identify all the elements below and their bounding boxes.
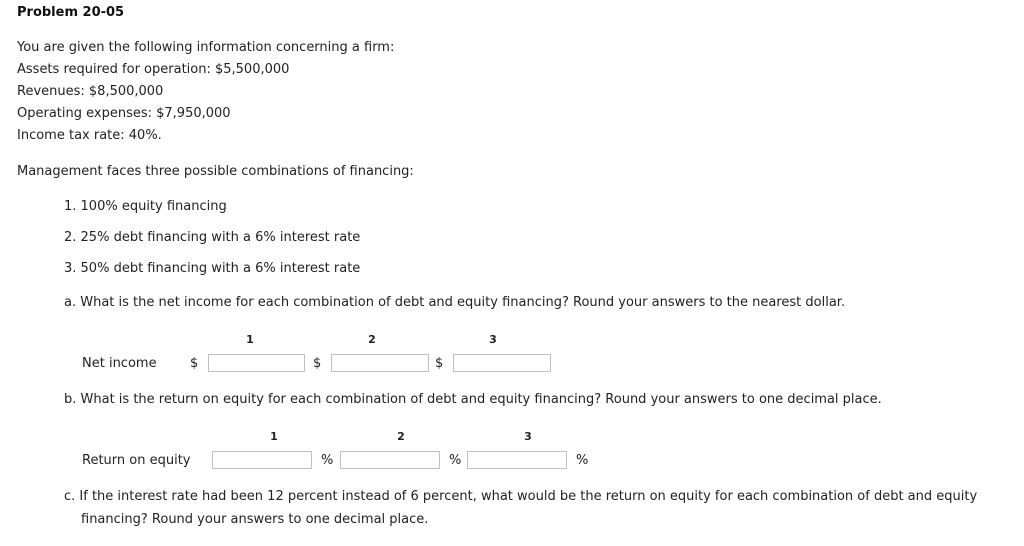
question-c-line-1: c. If the interest rate had been 12 percent instead of 6 percent, what would be the return on equity for each combination of debt and equity xyxy=(64,489,978,504)
question-a: a. What is the net income for each combination of debt and equity financing? Round your answers to the nearest dollar. xyxy=(64,295,846,310)
currency-symbol: $ xyxy=(435,356,444,371)
part-a-col-2: 2 xyxy=(368,333,376,346)
question-b: b. What is the return on equity for each combination of debt and equity financing? Round your answers to one decimal place. xyxy=(64,392,882,407)
fact-tax-rate: Income tax rate: 40%. xyxy=(17,128,162,143)
roe-input-1[interactable] xyxy=(212,451,312,469)
roe-label: Return on equity xyxy=(82,453,191,468)
percent-symbol: % xyxy=(321,453,334,468)
roe-input-2[interactable] xyxy=(340,451,440,469)
net-income-label: Net income xyxy=(82,356,157,371)
option-2: 2. 25% debt financing with a 6% interest rate xyxy=(64,230,361,245)
net-income-input-3[interactable] xyxy=(453,354,551,372)
part-b-col-1: 1 xyxy=(270,430,278,443)
part-b-col-3: 3 xyxy=(524,430,532,443)
option-1: 1. 100% equity financing xyxy=(64,199,227,214)
page-title: Problem 20-05 xyxy=(17,5,125,20)
part-a-col-3: 3 xyxy=(489,333,497,346)
currency-symbol: $ xyxy=(190,356,199,371)
percent-symbol: % xyxy=(576,453,589,468)
part-b-col-2: 2 xyxy=(397,430,405,443)
part-a-col-1: 1 xyxy=(246,333,254,346)
question-c-line-2: financing? Round your answers to one decimal place. xyxy=(81,512,429,527)
intro-text: You are given the following information concerning a firm: xyxy=(17,40,395,55)
net-income-input-1[interactable] xyxy=(208,354,305,372)
roe-input-3[interactable] xyxy=(467,451,567,469)
option-3: 3. 50% debt financing with a 6% interest rate xyxy=(64,261,361,276)
fact-revenues: Revenues: $8,500,000 xyxy=(17,84,164,99)
fact-operating-expenses: Operating expenses: $7,950,000 xyxy=(17,106,231,121)
financing-intro: Management faces three possible combinations of financing: xyxy=(17,164,414,179)
net-income-input-2[interactable] xyxy=(331,354,429,372)
currency-symbol: $ xyxy=(313,356,322,371)
percent-symbol: % xyxy=(449,453,462,468)
fact-assets: Assets required for operation: $5,500,000 xyxy=(17,62,290,77)
